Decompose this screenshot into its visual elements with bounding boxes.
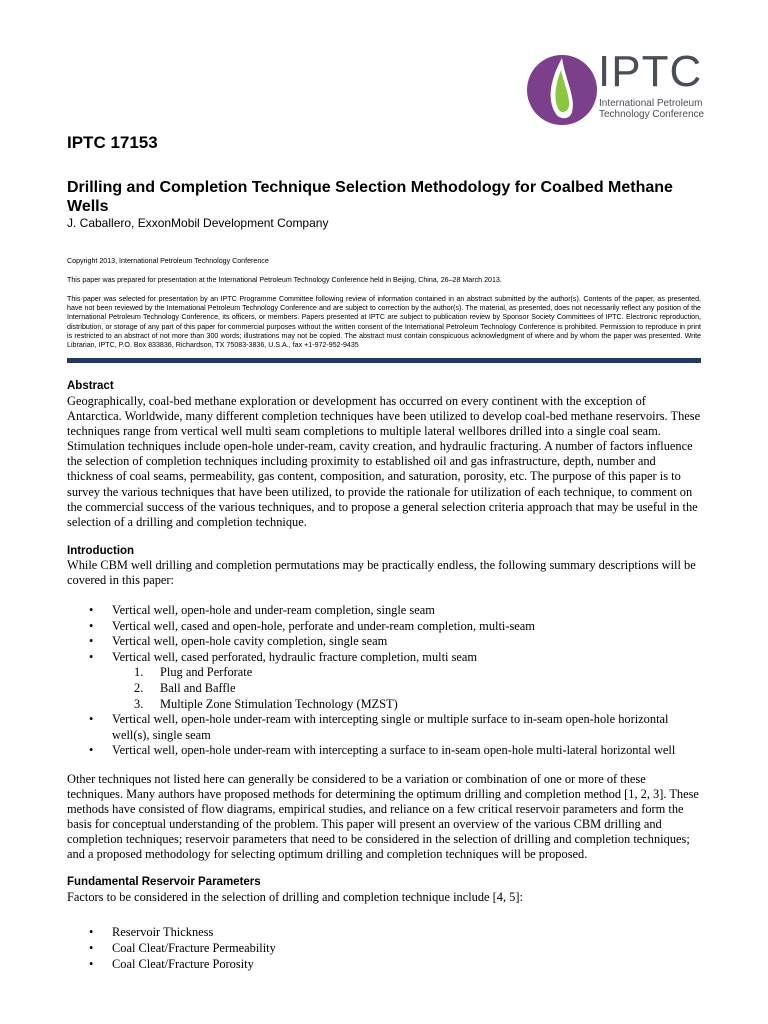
review-notice: This paper was selected for presentation by an IPTC Programme Committee following review of information contained in an abstract submitted by the author(s). Contents of the paper, as presented, have not been reviewed by the International Petroleum Technology Conference and are subject to correction by the author(s). The material, as presented, does not necessarily reflect any position of the International Petroleum Technology Conference, its officers, or members. Papers presented at IPTC are subject to publication review by Sponsor Society Committees of IPTC. Electronic reproduction, distribution, or storage of any part of this paper for commercial purposes without the written consent of the International Petroleum Technology Conference is prohibited. Permission to reproduce in print is restricted to an abstract of not more than 300 words; illustrations may not be copied. The abstract must contain conspicuous acknowledgment of where and by whom the paper was presented. Write Librarian, IPTC, P.O. Box 833836, Richardson, TX 75083-3836, U.S.A., fax +1-972-952-9435	[67, 295, 701, 350]
list-item-text: Vertical well, open-hole under-ream with intercepting a surface to in-seam open-hole multi-lateral horizontal well	[112, 743, 676, 758]
list-item-text: Vertical well, open-hole cavity completion, single seam	[112, 634, 388, 649]
sublist-number: 1.	[134, 665, 144, 680]
list-item	[67, 619, 707, 635]
sublist-item-text: Plug and Perforate	[160, 665, 253, 680]
abstract-heading: Abstract	[67, 380, 114, 392]
presentation-notice: This paper was prepared for presentation at the International Petroleum Technology Conference held in Beijing, China, 26–28 March 2013.	[67, 276, 502, 284]
bullet-icon: •	[89, 956, 94, 971]
list-item-text: Reservoir Thickness	[112, 925, 214, 939]
list-item	[67, 634, 707, 650]
logo-subtitle-line-2: Technology Conference	[599, 109, 705, 120]
sublist-item-text: Ball and Baffle	[160, 680, 236, 695]
sublist-item	[67, 681, 707, 697]
introduction-closing-text: Other techniques not listed here can generally be considered to be a variation or combination of one or more of these techniques. Many authors have proposed methods for determining the optimum drilling and completion method [1, 2, 3]. These methods have consisted of flow diagrams, empirical studies, and reliance on a few critical reservoir parameters and form the basis for conceptual understanding of the problem. This paper will present an overview of the various CBM drilling and completion techniques; reservoir parameters that need to be considered in the selection of drilling and completion techniques; and a proposed methodology for selecting optimum drilling and completion techniques will be proposed.	[67, 772, 699, 862]
bullet-icon: •	[89, 712, 94, 727]
list-item-text: Vertical well, cased and open-hole, perforate and under-ream completion, multi-seam	[112, 618, 535, 633]
list-item-text: Vertical well, open-hole under-ream with intercepting single or multiple surface to in-seam open-hole horizontal well(s), single seam	[112, 712, 669, 742]
reservoir-factor-list	[67, 925, 707, 972]
bullet-icon: •	[89, 618, 94, 633]
sublist-item-text: Multiple Zone Stimulation Technology (MZST)	[160, 696, 398, 711]
paper-title: Drilling and Completion Technique Selection Methodology for Coalbed Methane Wells	[67, 179, 673, 215]
list-item	[67, 603, 707, 619]
logo-wordmark: IPTC	[598, 47, 703, 96]
sublist-number: 3.	[134, 696, 144, 711]
sublist-item	[67, 665, 707, 681]
sublist-item	[67, 697, 707, 713]
flame-droplet-icon	[526, 52, 598, 128]
list-item	[67, 650, 707, 666]
copyright-notice: Copyright 2013, International Petroleum Technology Conference	[67, 257, 269, 265]
abstract-text: Geographically, coal-bed methane exploration or development has occurred on every continent with the exception of Antarctica. Worldwide, many different completion techniques have been utilized to develop coal-bed methane reservoirs. These techniques range from vertical well multi seam completions to multiple lateral wellbores drilled into a single coal seam. Stimulation techniques include open-hole under-ream, cavity creation, and hydraulic fracturing. A number of factors influence the selection of completion techniques including proximity to established oil and gas infrastructure, depth, number and thickness of coal seams, permeability, gas content, composition, and saturation, porosity, etc. The purpose of this paper is to survey the various techniques that have been utilized, to provide the rationale for utilization of each technique, to comment on the commercial success of the various techniques, and to propose a general selection criteria approach that may be useful in the selection of a drilling and completion technique.	[67, 394, 701, 529]
author-line: J. Caballero, ExxonMobil Development Company	[67, 216, 329, 230]
bullet-icon: •	[89, 925, 94, 939]
bullet-icon: •	[89, 603, 94, 617]
logo-subtitle	[599, 98, 704, 120]
list-item	[67, 957, 707, 973]
list-item-text: Coal Cleat/Fracture Porosity	[112, 956, 254, 971]
list-item-text: Coal Cleat/Fracture Permeability	[112, 940, 276, 955]
list-item-text: Vertical well, cased perforated, hydraulic fracture completion, multi seam	[112, 649, 478, 664]
section-divider	[67, 358, 701, 363]
list-item	[67, 925, 707, 941]
list-item	[67, 743, 707, 759]
fracture-method-sublist	[67, 665, 707, 712]
bullet-icon: •	[89, 940, 94, 955]
list-item	[67, 941, 707, 957]
introduction-heading: Introduction	[67, 545, 135, 557]
paper-number: IPTC 17153	[67, 133, 158, 152]
fundamentals-text: Factors to be considered in the selection of drilling and completion technique include [4, 5]:	[67, 890, 523, 904]
bullet-icon: •	[89, 743, 94, 758]
iptc-logo	[526, 47, 716, 132]
bullet-icon: •	[89, 649, 94, 664]
completion-technique-list	[67, 603, 707, 759]
list-item	[67, 712, 707, 743]
introduction-text: While CBM well drilling and completion permutations may be practically endless, the following summary descriptions will be covered in this paper:	[67, 558, 696, 588]
logo-subtitle-line-1: International Petroleum	[599, 98, 703, 109]
bullet-icon: •	[89, 634, 94, 649]
list-item-text: Vertical well, open-hole and under-ream completion, single seam	[112, 603, 435, 617]
fundamentals-heading: Fundamental Reservoir Parameters	[67, 876, 261, 888]
sublist-number: 2.	[134, 680, 144, 695]
